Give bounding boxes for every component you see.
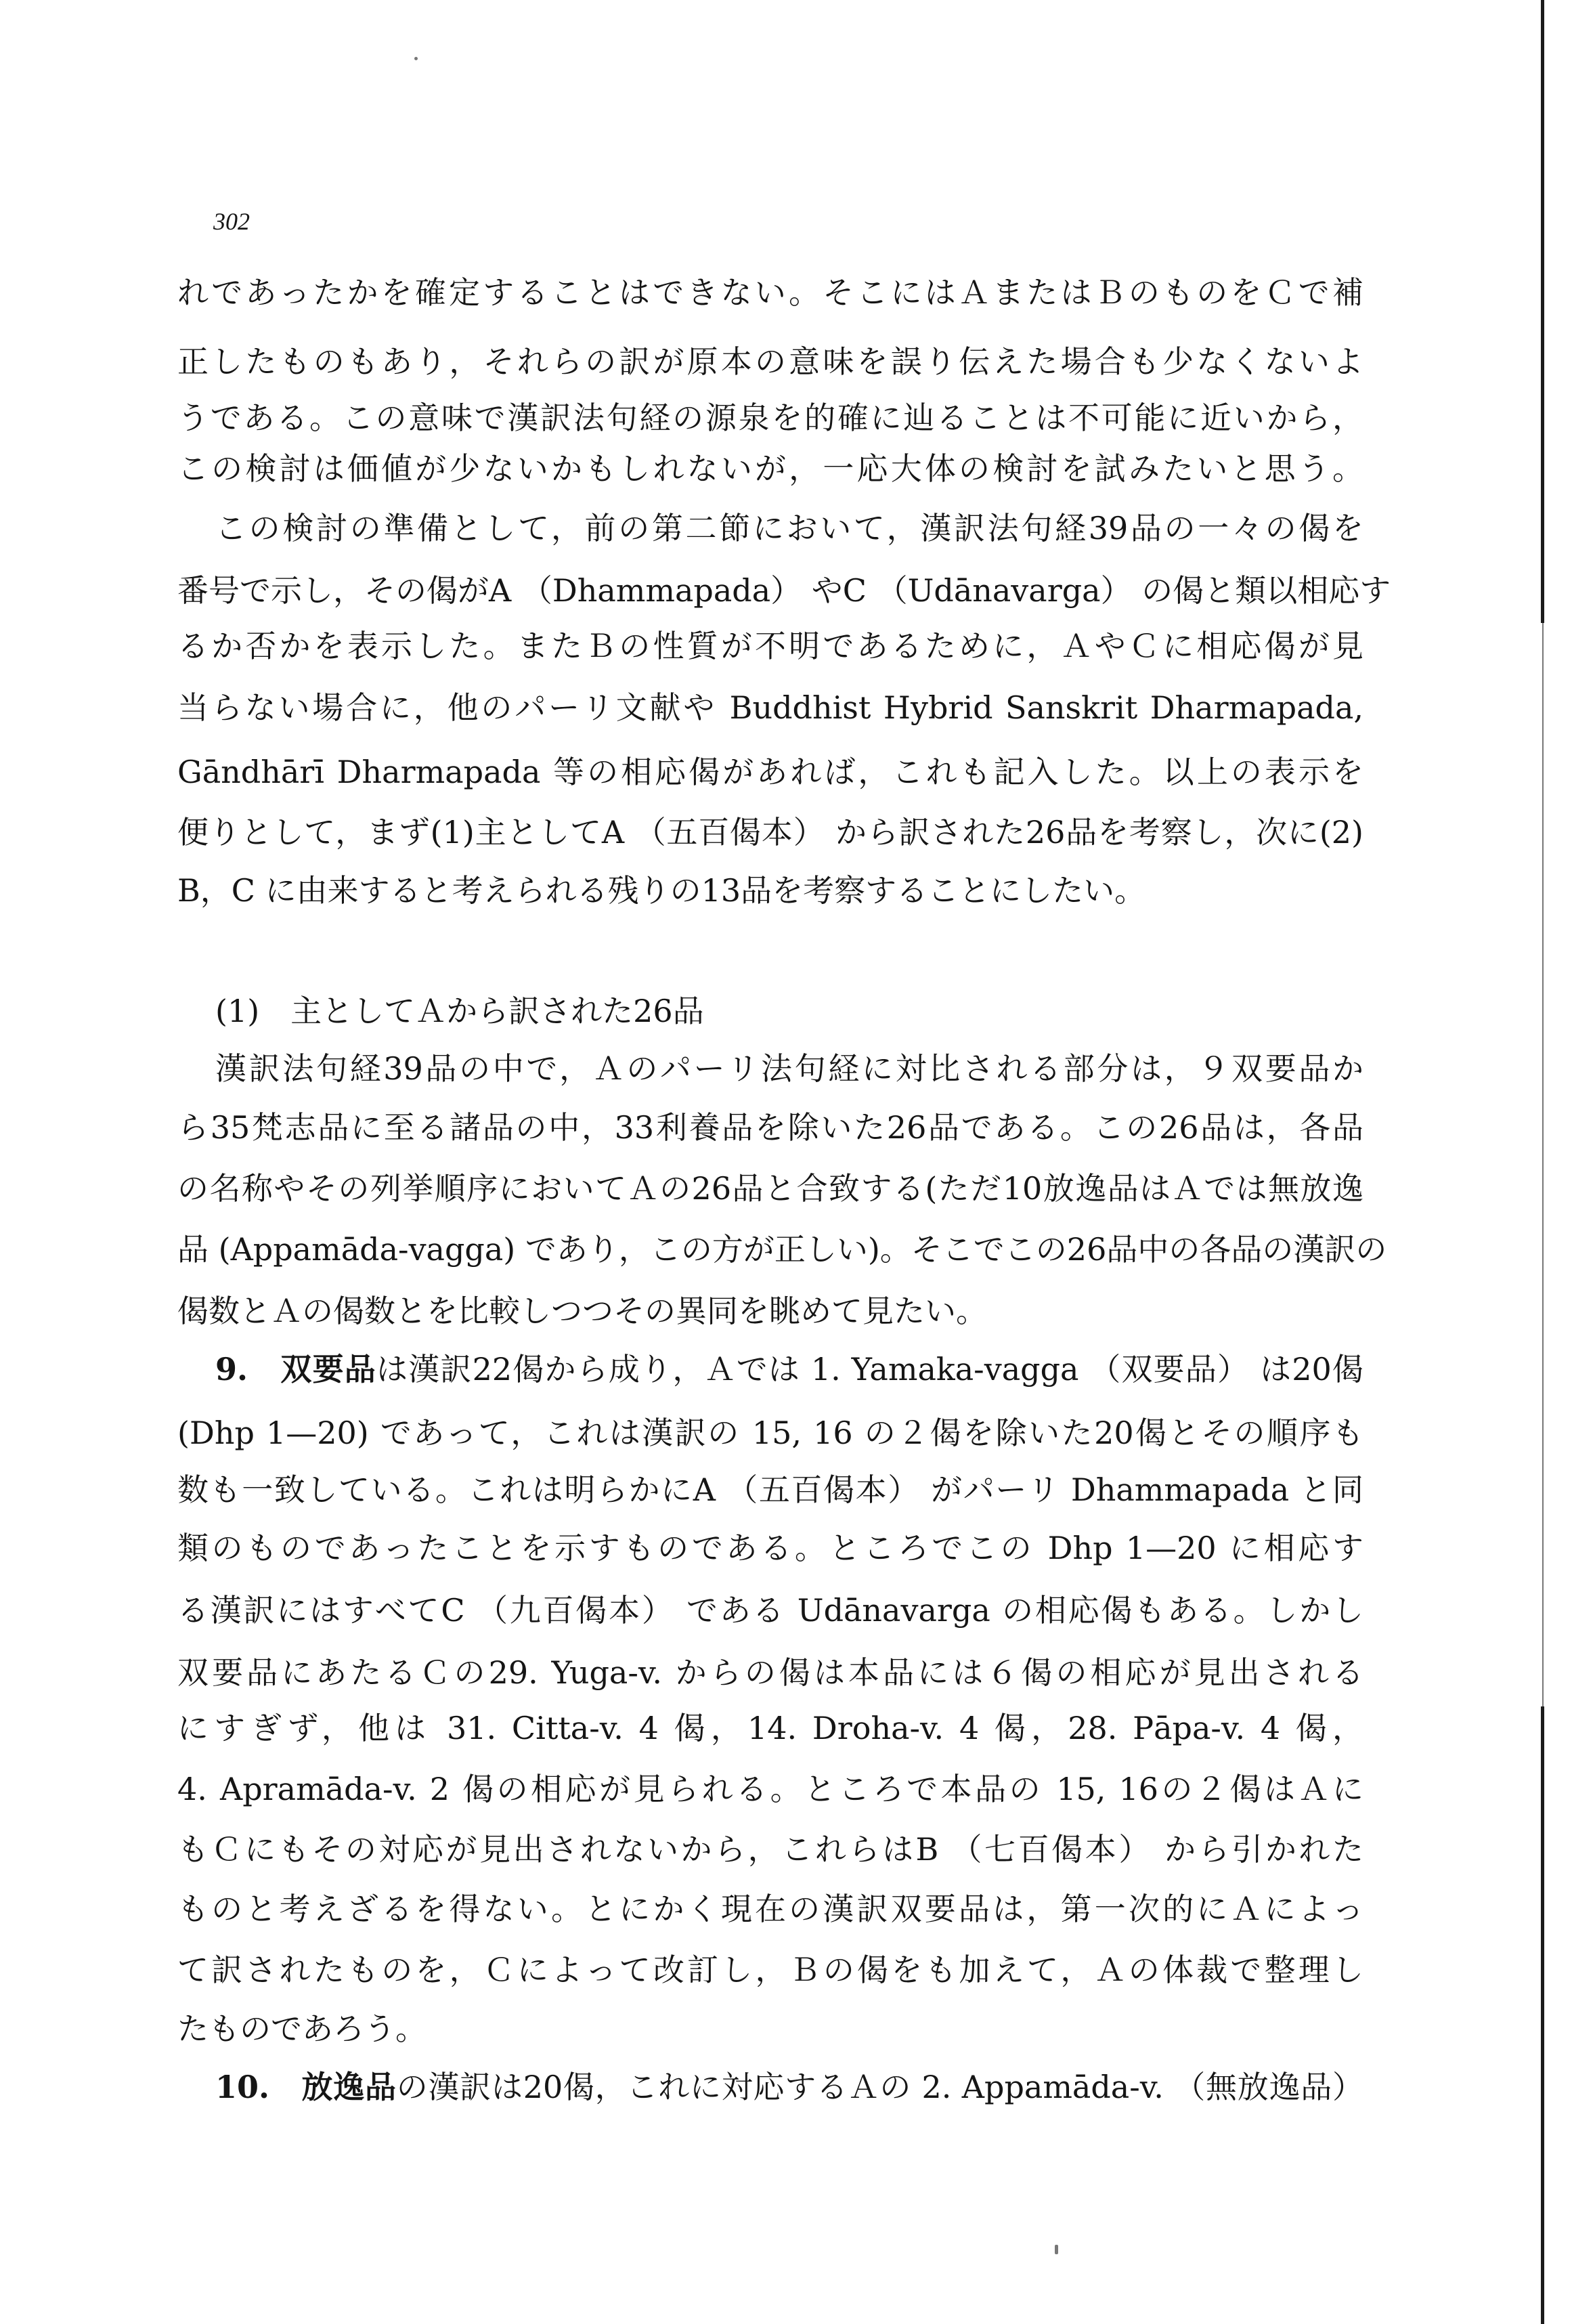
paragraph-line	[215, 2067, 1363, 2107]
paragraph-line: る漢訳にはすべてC （九百偈本） である Udānavarga の相応偈もある。しかし	[177, 1592, 1363, 1629]
paragraph-line: 正したものもあり，それらの訳が原本の意味を誤り伝えた場合も少なくないよ	[177, 343, 1364, 380]
paragraph-line: にすぎず，他は 31. Citta-v. 4 偈，14. Droha-v. 4 偈，28. Pāpa-v. 4 偈，	[177, 1710, 1363, 1746]
paragraph-line: 品 (Appamāda-vagga) であり，この方が正しい)。そこでこの26品中の各品の漢訳の	[177, 1231, 1387, 1268]
paragraph-line: Gāndhārī Dharmapada 等の相応偈があれば，これも記入した。以上の表示を	[177, 754, 1363, 790]
paragraph-line: ら35梵志品に至る諸品の中，33利養品を除いた26品である。この26品は，各品	[177, 1109, 1363, 1146]
paragraph-line: の名称やその列挙順序においてＡの26品と合致する(ただ10放逸品はＡでは無放逸	[177, 1170, 1363, 1207]
paragraph-line: (Dhp 1—20) であって，これは漢訳の 15, 16 の２偈を除いた20偈とその順序も	[177, 1415, 1363, 1451]
page-number: 302	[213, 208, 250, 235]
paragraph-line	[215, 1349, 1363, 1390]
scan-speck	[1055, 2245, 1058, 2254]
scan-speck	[414, 57, 418, 60]
paragraph-line: 番号で示し，その偈がA （Dhammapada） やC （Udānavarga） の偈と類以相応す	[177, 572, 1391, 609]
paragraph-line: て訳されたものを，Ｃによって改訂し，Ｂの偈をも加えて，Ａの体裁で整理し	[177, 1952, 1363, 1988]
paragraph-line: 漢訳法句経39品の中で，Ａのパーリ法句経に対比される部分は，９双要品か	[215, 1050, 1363, 1087]
item-lead-text: は漢訳22偈から成り，Ａでは 1. Yamaka-vagga （双要品） は20偈	[376, 1351, 1364, 1387]
paragraph-line: 双要品にあたるＣの29. Yuga-v. からの偈は本品には６偈の相応が見出される	[177, 1654, 1363, 1691]
item-lead-text: の漢訳は20偈，これに対応するＡの 2. Appamāda-v. （無放逸品）	[396, 2069, 1364, 2105]
scan-edge-thin-line	[1542, 623, 1544, 1706]
paragraph-line: ものと考えざるを得ない。とにかく現在の漢訳双要品は，第一次的にＡによっ	[177, 1891, 1363, 1927]
paragraph-line: 数も一致している。これは明らかにA （五百偈本） がパーリ Dhammapada と同	[177, 1471, 1363, 1508]
paragraph-line: るか否かを表示した。またＢの性質が不明であるために，ＡやＣに相応偈が見	[177, 628, 1364, 664]
paragraph-line: B，C に由来すると考えられる残りの13品を考察することにしたい。	[177, 872, 1146, 909]
section-heading: (1) 主としてＡから訳された26品	[215, 993, 704, 1029]
paragraph-line: 偈数とＡの偈数とを比較しつつその異同を眺めて見たい。	[177, 1293, 987, 1329]
paragraph-line: 4. Apramāda-v. 2 偈の相応が見られる。ところで本品の 15, 16の２偈はＡに	[177, 1771, 1363, 1807]
paragraph-line: たものであろう。	[177, 2010, 427, 2047]
paragraph-line: 類のものであったことを示すものである。ところでこの Dhp 1—20 に相応す	[177, 1530, 1363, 1566]
item-lead-bold: 10. 放逸品	[215, 2069, 397, 2105]
item-lead-bold: 9. 双要品	[215, 1351, 377, 1387]
paragraph-line: 当らない場合に，他のパーリ文献や Buddhist Hybrid Sanskrit Dharmapada,	[177, 689, 1363, 726]
paragraph-line: この検討は価値が少ないかもしれないが，一応大体の検討を試みたいと思う。	[177, 450, 1364, 487]
paragraph-line: もＣにもその対応が見出されないから，これらはB （七百偈本） から引かれた	[177, 1831, 1363, 1868]
paragraph-line: この検討の準備として，前の第二節において，漢訳法句経39品の一々の偈を	[215, 510, 1363, 546]
paragraph-line: うである。この意味で漢訳法句経の源泉を的確に辿ることは不可能に近いから，	[177, 400, 1363, 436]
paragraph-line: れであったかを確定することはできない。そこにはＡまたはＢのものをＣで補	[177, 274, 1363, 311]
paragraph-line: 便りとして，まず(1)主としてA （五百偈本） から訳された26品を考察し，次に(2)	[177, 814, 1363, 851]
